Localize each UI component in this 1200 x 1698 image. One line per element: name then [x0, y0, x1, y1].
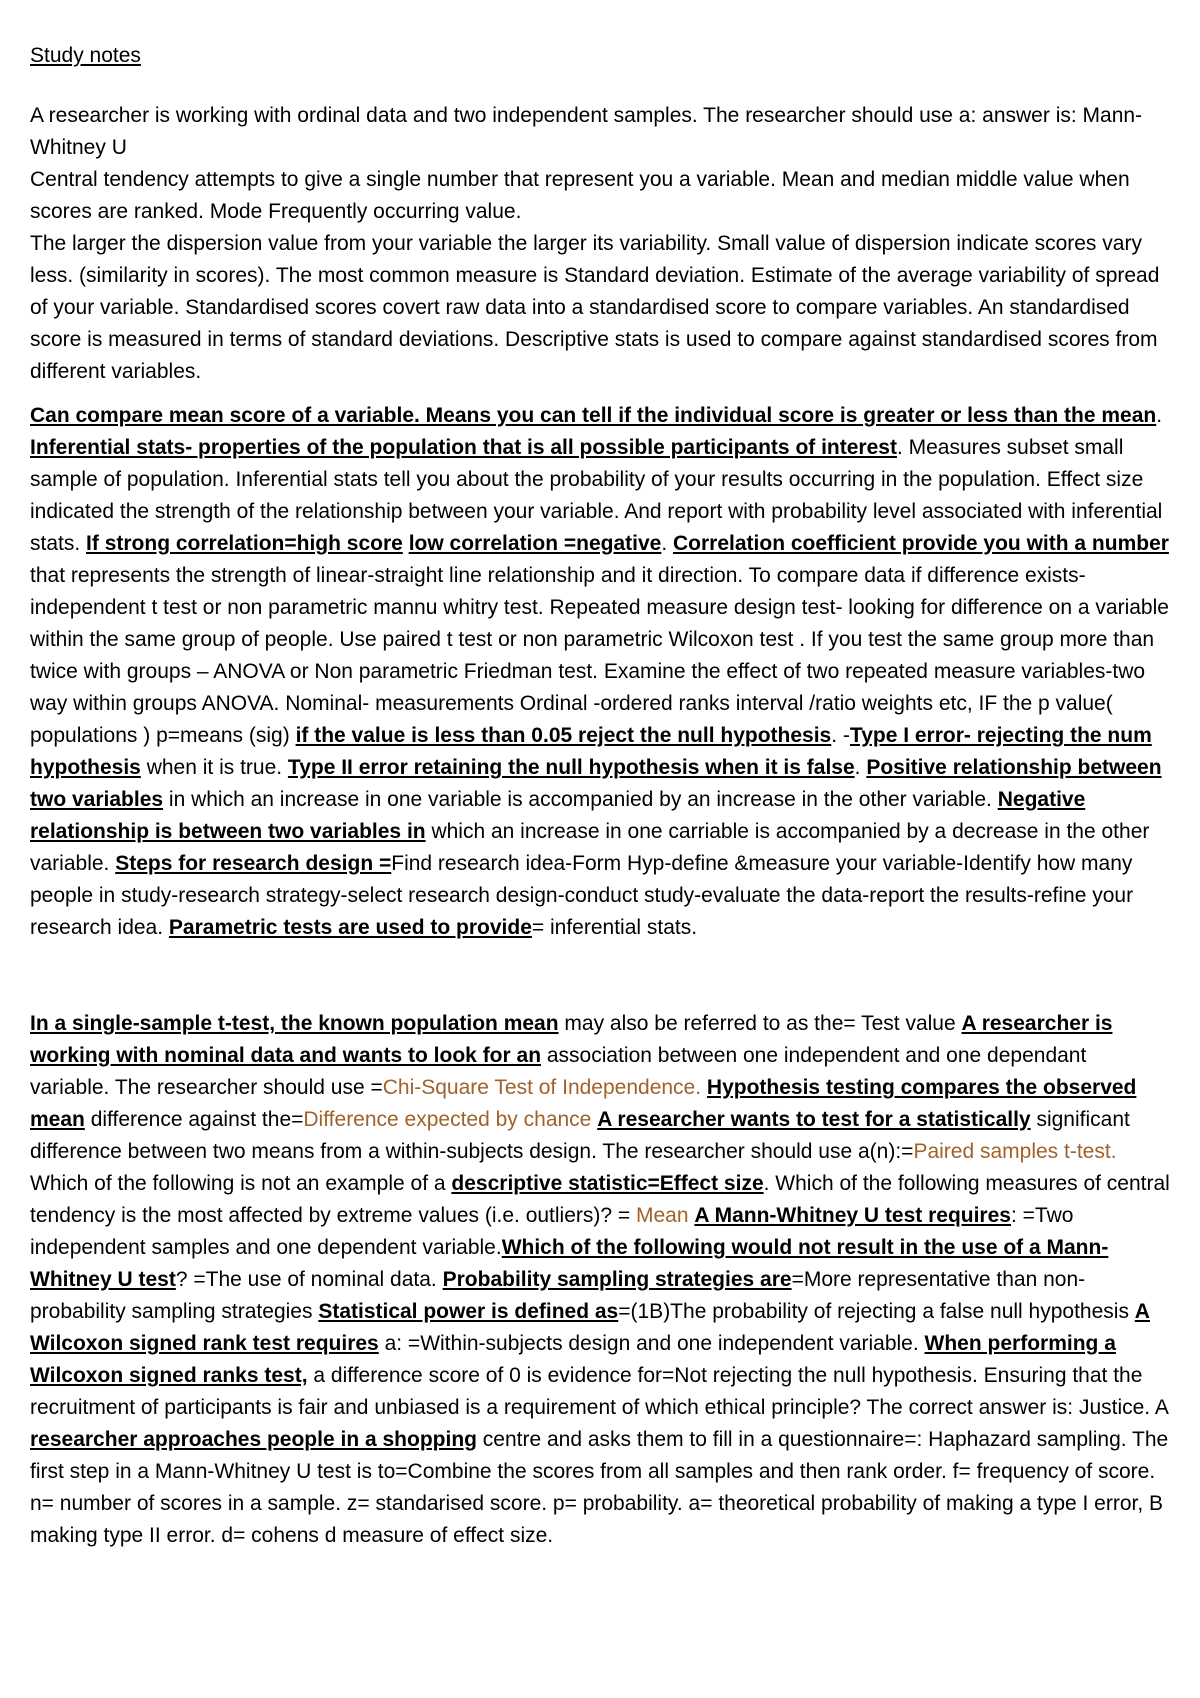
text-run: = inferential stats. [531, 916, 698, 939]
text-run: ? =The use of nominal data. [175, 1268, 443, 1291]
text-run: may also be referred to as the= Test value [558, 1012, 962, 1035]
text-run: . Which of the following measures of central tendency is the most affected by extreme values (i.e. outliers)? = [30, 1172, 1170, 1227]
document-title: Study notes [30, 44, 141, 67]
text-run: A researcher is working with ordinal data and two independent samples. The researcher should use a: answer is: Mann-Whitney U [30, 104, 1143, 159]
underlined-phrase: low correlation =negative [408, 532, 662, 555]
underlined-phrase: Positive relationship between two variables [30, 756, 1162, 811]
text-run: association between one independent and one dependant variable. The researcher should use = [30, 1044, 1087, 1099]
underlined-phrase: Negative relationship is between two variables in [30, 788, 1086, 843]
notes-paragraph-3 [30, 1008, 1170, 1552]
text-run: significant difference between two means from a within-subjects design. The researcher should use a(n):= [30, 1108, 1130, 1163]
text-run: =(1B)The probability of rejecting a false null hypothesis [618, 1300, 1135, 1323]
text-run: . [661, 532, 674, 555]
underlined-phrase: Statistical power is defined as [318, 1300, 619, 1323]
underlined-phrase: Parametric tests are used to provide [168, 916, 532, 939]
underlined-phrase: Probability sampling strategies are [442, 1268, 792, 1291]
underlined-phrase: descriptive statistic=Effect size [451, 1172, 764, 1195]
underlined-phrase: if the value is less than 0.05 reject the null hypothesis [295, 724, 832, 747]
text-run: Central tendency attempts to give a single number that represent you a variable. Mean and median middle value when scores are ranked. Mode Frequently occurring value. [30, 168, 1130, 223]
text-run: . [854, 756, 867, 779]
text-run: a difference score of 0 is evidence for=Not rejecting the null hypothesis. Ensuring that the recruitment of participants is fair and unbiased is a requirement of which ethical principle? The correct answer is: Justice. A [30, 1364, 1168, 1419]
text-run: . - [831, 724, 850, 747]
underlined-phrase: Steps for research design = [115, 852, 392, 875]
text-run: Find research idea-Form Hyp-define &measure your variable-Identify how many people in study-research strategy-select research design-conduct study-evaluate the data-report the results-refine your research idea. [30, 852, 1134, 939]
underlined-phrase: Hypothesis testing compares the observed mean [30, 1076, 1137, 1131]
highlighted-answer: Paired samples t-test. [913, 1140, 1117, 1163]
underlined-phrase: Type I error- rejecting the num hypothesis [30, 724, 1152, 779]
notes-paragraph-2 [30, 400, 1170, 944]
underlined-phrase: A Mann-Whitney U test requires [694, 1204, 1011, 1227]
underlined-phrase: A Wilcoxon signed rank test requires [30, 1300, 1150, 1355]
underlined-phrase: A researcher wants to test for a statistically [597, 1108, 1031, 1131]
text-run: which an increase in one carriable is accompanied by a decrease in the other variable. [30, 820, 1150, 875]
text-run: : =Two independent samples and one dependent variable. [30, 1204, 1074, 1259]
text-run: =More representative than non-probability sampling strategies [30, 1268, 1086, 1323]
text-run: centre and asks them to fill in a questionnaire=: Haphazard sampling. The first step in a Mann-Whitney U test is to=Combine the scores from all samples and then rank order. f= frequency of score. n= number of scores in a sample. z= standarised score. p= probability. a= theoretical probability of making a type I error, B making type II error. d= cohens d measure of effect size. [30, 1428, 1169, 1547]
underlined-phrase: Correlation coefficient provide you with a number [673, 532, 1169, 555]
underlined-phrase: When performing a Wilcoxon signed ranks test, [30, 1332, 1116, 1387]
underlined-phrase: A researcher is working with nominal data and wants to look for an [30, 1012, 1113, 1067]
notes-paragraph-1 [30, 100, 1170, 388]
underlined-phrase: In a single-sample t-test, the known population mean [30, 1012, 559, 1035]
text-run: that represents the strength of linear-straight line relationship and it direction. To compare data if difference exists-independent t test or non parametric mannu whitry test. Repeated measure design test- looking for difference on a variable within the same group of people. Use paired t test or non parametric Wilcoxon test . If you test the same group more than twice with groups – ANOVA or Non parametric Friedman test. Examine the effect of two repeated measure variables-two way within groups ANOVA. Nominal- measurements Ordinal -ordered ranks interval /ratio weights etc, IF the p value( populations ) p=means (sig) [30, 564, 1169, 747]
text-run: a: =Within-subjects design and one independent variable. [378, 1332, 925, 1355]
text-run: . [1156, 404, 1163, 427]
underlined-phrase: Which of the following would not result in the use of a Mann-Whitney U test [30, 1236, 1109, 1291]
text-run: when it is true. [140, 756, 288, 779]
underlined-phrase: Can compare mean score of a variable. Means you can tell if the individual score is greater or less than the mean [30, 404, 1157, 427]
highlighted-answer: Mean [636, 1204, 689, 1227]
text-run: . Measures subset small sample of population. Inferential stats tell you about the probability of your results occurring in the population. Effect size indicated the strength of the relationship between your variable. And report with probability level associated with inferential stats. [30, 436, 1163, 555]
underlined-phrase: researcher approaches people in a shopping [30, 1428, 477, 1451]
text-run: Which of the following is not an example of a [30, 1172, 452, 1195]
highlighted-answer: Difference expected by chance [303, 1108, 592, 1131]
underlined-phrase: Type II error retaining the null hypothesis when it is false [287, 756, 855, 779]
underlined-phrase: Inferential stats- properties of the population that is all possible participants of interest [30, 436, 897, 459]
text-run: The larger the dispersion value from your variable the larger its variability. Small value of dispersion indicate scores vary less. (similarity in scores). The most common measure is Standard deviation. Estimate of the average variability of spread of your variable. Standardised scores covert raw data into a standardised score to compare variables. An standardised score is measured in terms of standard deviations. Descriptive stats is used to compare against standardised scores from different variables. [30, 232, 1160, 383]
text-run: difference against the= [84, 1108, 304, 1131]
underlined-phrase: If strong correlation=high score [86, 532, 403, 555]
highlighted-answer: Chi-Square Test of Independence. [382, 1076, 702, 1099]
text-run: in which an increase in one variable is accompanied by an increase in the other variable. [163, 788, 998, 811]
